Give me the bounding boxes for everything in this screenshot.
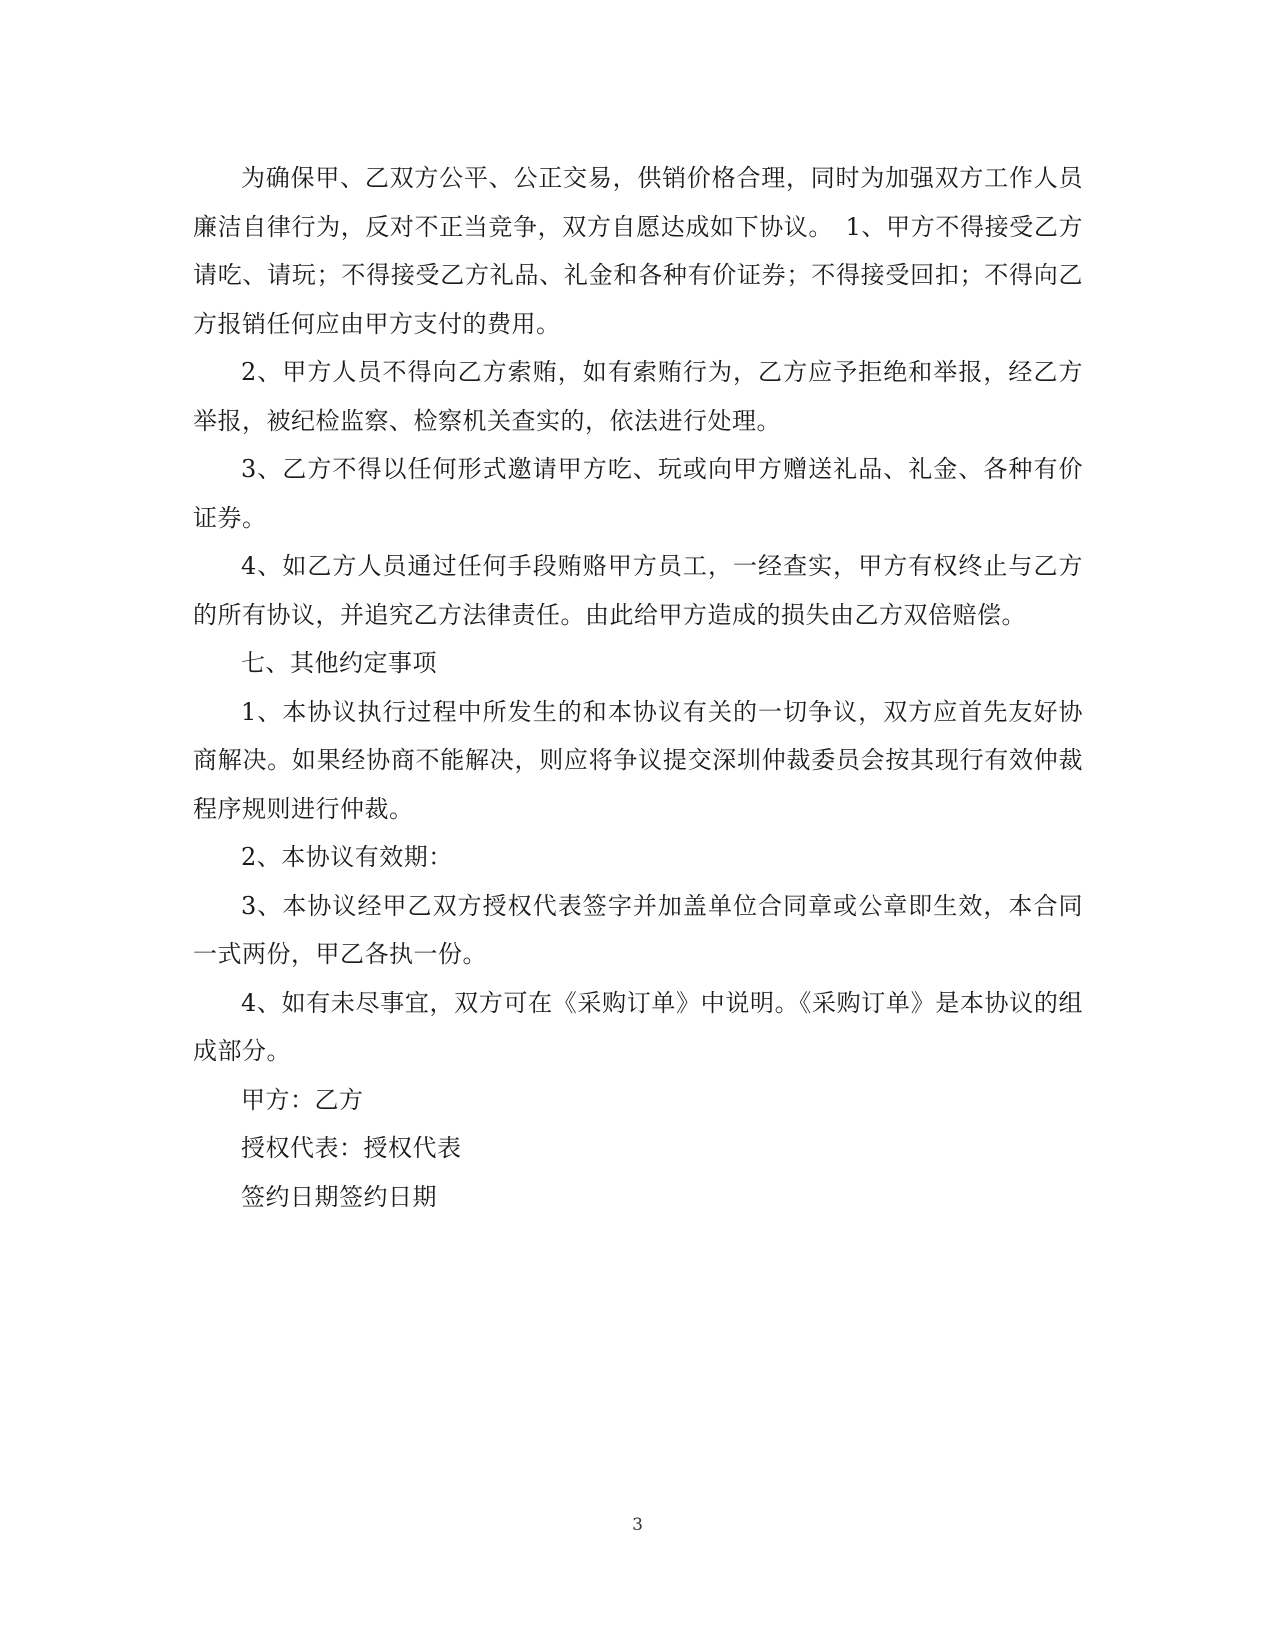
paragraph-purchase-order: 4、如有未尽事宜，双方可在《采购订单》中说明。《采购订单》是本协议的组成部分。 <box>193 988 1083 1065</box>
paragraph-effectiveness: 3、本协议经甲乙双方授权代表签字并加盖单位合同章或公章即生效，本合同一式两份，甲乙各执一份。 <box>193 891 1083 968</box>
document-body <box>193 154 1083 1221</box>
paragraph-integrity-clause-3: 3、乙方不得以任何形式邀请甲方吃、玩或向甲方赠送礼品、礼金、各种有价证券。 <box>193 455 1083 532</box>
signature-representatives: 授权代表：授权代表 <box>241 1134 462 1162</box>
signature-dates: 签约日期签约日期 <box>241 1182 437 1211</box>
paragraph-integrity-clause-2: 2、甲方人员不得向乙方索贿，如有索贿行为，乙方应予拒绝和举报，经乙方举报，被纪检监察、检察机关查实的，依法进行处理。 <box>193 358 1083 435</box>
page-number: 3 <box>632 1515 643 1535</box>
signature-parties: 甲方：乙方 <box>241 1085 364 1114</box>
paragraph-validity-period: 2、本协议有效期： <box>241 843 453 871</box>
paragraph-integrity-clause-4: 4、如乙方人员通过任何手段贿赂甲方员工，一经查实，甲方有权终止与乙方的所有协议，并追究乙方法律责任。由此给甲方造成的损失由乙方双倍赔偿。 <box>193 552 1083 629</box>
paragraph-dispute-resolution: 1、本协议执行过程中所发生的和本协议有关的一切争议，双方应首先友好协商解决。如果经协商不能解决，则应将争议提交深圳仲裁委员会按其现行有效仲裁程序规则进行仲裁。 <box>193 697 1083 823</box>
paragraph-integrity-clause-1: 为确保甲、乙双方公平、公正交易，供销价格合理，同时为加强双方工作人员廉洁自律行为，反对不正当竞争，双方自愿达成如下协议。 1、甲方不得接受乙方请吃、请玩；不得接受乙方礼品、礼金和各种有价证券；不得接受回扣；不得向乙方报销任何应由甲方支付的费用。 <box>193 164 1083 338</box>
section-heading-other-terms: 七、其他约定事项 <box>241 649 437 677</box>
